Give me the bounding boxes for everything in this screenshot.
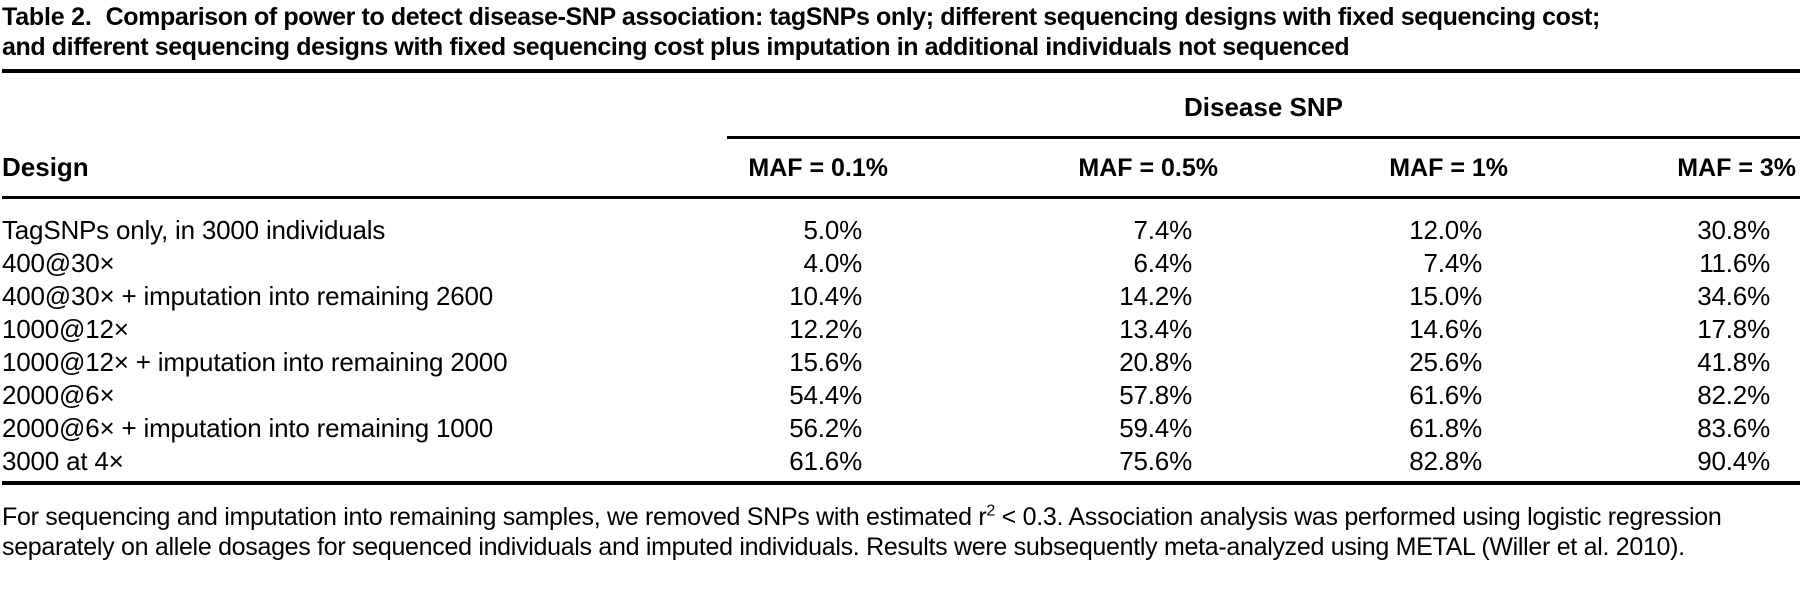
table-row (2, 378, 1800, 411)
results-table (2, 69, 1800, 485)
power-cell: 14.6% (1409, 314, 1482, 344)
disease-snp-spanner-header: Disease SNP (727, 71, 1800, 138)
spanner-row (2, 71, 1800, 138)
power-cell: 25.6% (1409, 347, 1482, 377)
design-column-header: Design (2, 71, 727, 198)
table-number-label: Table 2. (2, 3, 92, 31)
table-footnote (2, 502, 1800, 562)
power-cell: 41.8% (1697, 347, 1770, 377)
power-cell: 75.6% (1119, 446, 1192, 476)
power-cell: 6.4% (1133, 248, 1192, 278)
design-cell: 400@30× + imputation into remaining 2600 (2, 281, 494, 311)
power-cell: 20.8% (1119, 347, 1192, 377)
design-cell: 3000 at 4× (2, 446, 124, 476)
design-cell: 2000@6× (2, 380, 115, 410)
table-row (2, 279, 1800, 312)
design-cell: 1000@12× + imputation into remaining 2000 (2, 347, 508, 377)
table-row (2, 246, 1800, 279)
table-caption (2, 2, 1800, 62)
power-cell: 59.4% (1119, 413, 1192, 443)
col-header-maf-1: MAF = 1% (1222, 138, 1512, 198)
power-cell: 61.8% (1409, 413, 1482, 443)
power-cell: 61.6% (1409, 380, 1482, 410)
design-cell: 1000@12× (2, 314, 129, 344)
design-cell: TagSNPs only, in 3000 individuals (2, 215, 386, 245)
col-header-maf-3: MAF = 3% (1512, 138, 1800, 198)
table-caption-line1: Comparison of power to detect disease-SNP association: tagSNPs only; different sequencing designs with fixed sequencing cost; (105, 3, 1600, 31)
table-caption-line2: and different sequencing designs with fixed sequencing cost plus imputation in additional individuals not sequenced (2, 33, 1350, 61)
power-cell: 12.2% (789, 314, 862, 344)
power-cell: 83.6% (1697, 413, 1770, 443)
power-cell: 15.6% (789, 347, 862, 377)
power-cell: 34.6% (1697, 281, 1770, 311)
power-cell: 4.0% (803, 248, 862, 278)
col-header-maf-0-1: MAF = 0.1% (727, 138, 892, 198)
table-row (2, 345, 1800, 378)
power-cell: 57.8% (1119, 380, 1192, 410)
power-cell: 7.4% (1133, 215, 1192, 245)
power-cell: 30.8% (1697, 215, 1770, 245)
power-cell: 14.2% (1119, 281, 1192, 311)
power-cell: 7.4% (1423, 248, 1482, 278)
footnote-superscript: 2 (986, 502, 996, 520)
power-cell: 5.0% (803, 215, 862, 245)
power-cell: 82.8% (1409, 446, 1482, 476)
power-cell: 90.4% (1697, 446, 1770, 476)
table-row (2, 198, 1800, 247)
power-cell: 12.0% (1409, 215, 1482, 245)
power-cell: 10.4% (789, 281, 862, 311)
power-cell: 82.2% (1697, 380, 1770, 410)
table-row (2, 312, 1800, 345)
design-cell: 2000@6× + imputation into remaining 1000 (2, 413, 494, 443)
power-cell: 54.4% (789, 380, 862, 410)
design-cell: 400@30× (2, 248, 115, 278)
footnote-text-part2: < 0.3. Association analysis was performed using logistic regression separately on allele dosages for sequenced individuals and imputed individuals. Results were subsequently meta-analyzed using METAL (Willer et al. 2010). (2, 503, 1722, 561)
power-cell: 13.4% (1119, 314, 1192, 344)
power-cell: 11.6% (1699, 248, 1770, 278)
power-cell: 15.0% (1409, 281, 1482, 311)
table-row (2, 411, 1800, 444)
col-header-maf-0-5: MAF = 0.5% (892, 138, 1222, 198)
power-cell: 56.2% (789, 413, 862, 443)
power-cell: 17.8% (1697, 314, 1770, 344)
footnote-text-part1: For sequencing and imputation into remaining samples, we removed SNPs with estimated r (2, 503, 987, 531)
power-cell: 61.6% (789, 446, 862, 476)
table-row (2, 444, 1800, 483)
